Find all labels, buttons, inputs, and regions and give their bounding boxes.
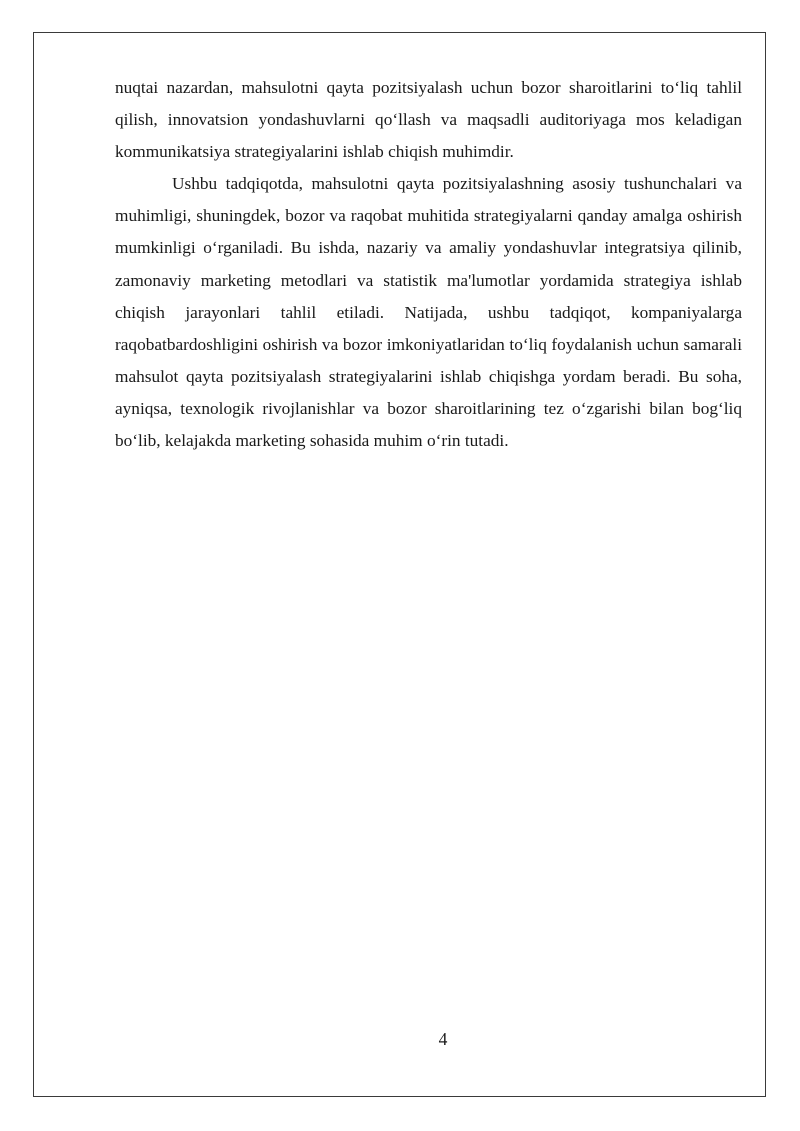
page-number: 4 <box>438 1029 448 1049</box>
paragraph-study-overview: Ushbu tadqiqotda, mahsulotni qayta pozitsiyalashning asosiy tushunchalari va muhimligi, shuningdek, bozor va raqobat muhitida strategiyalarni qanday amalga oshirish mumkinligi o‘rganiladi. Bu ishda, nazariy va amaliy yondashuvlar integratsiya qilinib, zamonaviy marketing metodlari va statistik ma'lumotlar yordamida strategiya ishlab chiqish jarayonlari tahlil etiladi. Natijada, ushbu tadqiqot, kompaniyalarga raqobatbardoshligini oshirish va bozor imkoniyatlaridan to‘liq foydalanish uchun samarali mahsulot qayta pozitsiyalash strategiyalarini ishlab chiqishga yordam beradi. Bu soha, ayniqsa, texnologik rivojlanishlar va bozor sharoitlarining tez o‘zgarishi bilan bog‘liq bo‘lib, kelajakda marketing sohasida muhim o‘rin tutadi. <box>115 174 742 451</box>
body-text <box>115 72 742 457</box>
paragraph-continuation: nuqtai nazardan, mahsulotni qayta pozitsiyalash uchun bozor sharoitlarini to‘liq tahlil qilish, innovatsion yondashuvlarni qo‘llash va maqsadli auditoriyaga mos keladigan kommunikatsiya strategiyalarini ishlab chiqish muhimdir. <box>115 78 742 162</box>
